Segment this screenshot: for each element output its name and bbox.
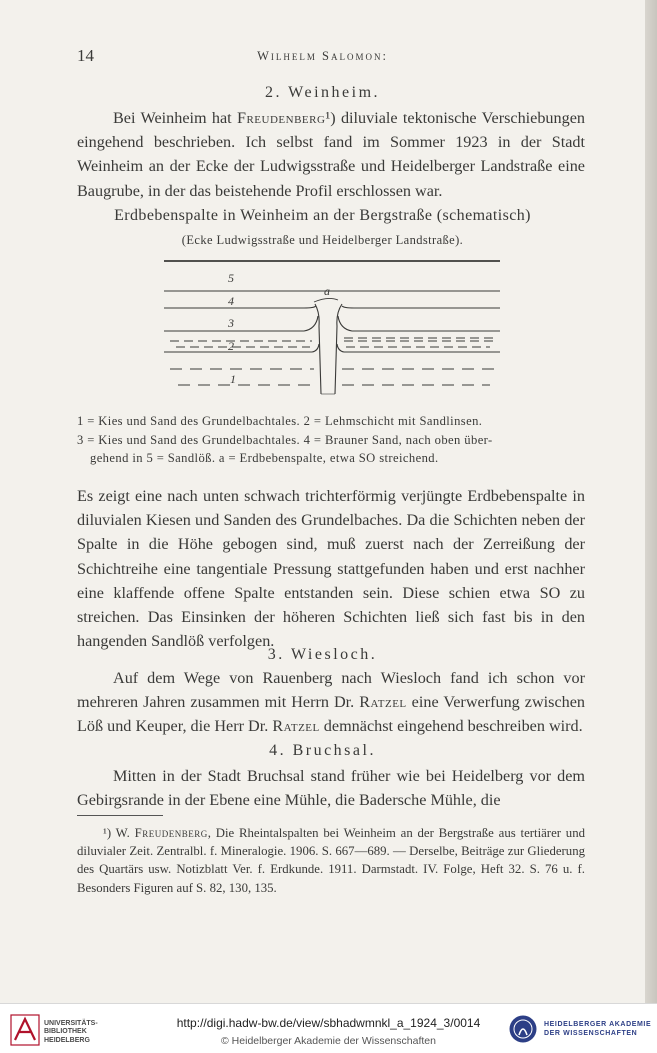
- author-name: Freudenberg: [236, 109, 326, 127]
- author-name: Freudenberg: [134, 826, 208, 840]
- layer-boundary-4-3-left: [164, 306, 316, 308]
- legend-line: gehend in 5 = Sandlöß. a = Erdbebenspalte, etwa SO streichend.: [90, 451, 439, 465]
- fissure-top: [314, 298, 338, 302]
- text-run: Bei Weinheim hat: [113, 109, 237, 127]
- footnote-rule: [77, 815, 163, 816]
- text-run: Auf dem Wege von Rauenberg nach Wiesloch fand ich schon vor mehreren Jahren zusammen mit Herrn Dr.: [77, 669, 585, 712]
- figure-subtitle: (Ecke Ludwigsstraße und Heidelberger Landstraße).: [181, 233, 464, 247]
- geological-profile-diagram: [164, 256, 500, 402]
- footnote: [77, 824, 585, 897]
- fissure-label: a: [324, 284, 330, 298]
- gravel-dashes-layer-1: [170, 369, 496, 385]
- figure-legend: [77, 412, 585, 468]
- layer-boundary-3-2-right: [338, 316, 500, 331]
- author-name: Ratzel: [359, 693, 407, 712]
- legend-line: 3 = Kies und Sand des Grundelbachtales. 4 = Brauner Sand, nach oben über-: [77, 432, 493, 447]
- layer-label-1: 1: [230, 372, 236, 386]
- page-edge: [645, 0, 657, 1003]
- section-heading-weinheim: 2. Weinheim.: [264, 84, 381, 101]
- figure-title: Erdbebenspalte in Weinheim an der Bergstraße (schematisch): [114, 207, 531, 224]
- layer-label-4: 4: [228, 294, 234, 308]
- library-name-line: BIBLIOTHEK: [44, 1028, 87, 1036]
- footnote-marker: ¹) W.: [103, 826, 135, 840]
- author-name: Ratzel: [272, 717, 320, 736]
- library-name-line: HEIDELBERG: [44, 1036, 90, 1044]
- text-run: ¹) diluviale tektonische Verschiebungen eingehend beschrieben. Ich selbst fand im Sommer 1923 in der Stadt Weinheim an der Ecke der Ludwigsstraße und Heidelberger Landstraße eine Baugrube, in der das beistehende Profil erschlossen war.: [77, 109, 585, 200]
- sand-lenses-layer-2: [170, 338, 494, 347]
- layer-boundary-2-1-right: [337, 344, 500, 352]
- layer-boundary-4-3-right: [342, 306, 500, 308]
- section-heading-wiesloch: 3. Wiesloch.: [267, 646, 378, 663]
- layer-boundary-3-2-left: [164, 316, 318, 331]
- paragraph-bruchsal: Mitten in der Stadt Bruchsal stand früher wie bei Heidelberg vor dem Gebirgsrande in der Ebene eine Mühle, die Badersche Mühle, die: [77, 767, 585, 810]
- academy-logo-icon: [508, 1014, 538, 1044]
- permalink-url[interactable]: http://digi.hadw-bw.de/view/sbhadwmnkl_a_1924_3/0014: [176, 1016, 481, 1030]
- layer-label-2: 2: [228, 339, 234, 353]
- library-name-line: UNIVERSITÄTS-: [44, 1020, 98, 1027]
- text-run: eine Verwerfung zwischen Löß und Keuper, die Herr Dr.: [77, 693, 586, 736]
- running-head: Wilhelm Salomon:: [257, 49, 388, 63]
- paragraph-figure-discussion: Es zeigt eine nach unten schwach trichterförmig verjüngte Erdbebenspalte in diluvialen Kiesen und Sanden des Grundelbaches. Da die Schichten neben der Spalte in die Höhe gebogen sind, muß zuerst nach der Zerreißung der Schichtreihe eine tangentiale Pressung stattgefunden haben und erst nachher eine klaffende offene Spalte entstanden sein. Diese schien etwa SO zu streichen. Das Einsinken der höheren Schichten ließ sich fast bis in den hangenden Sandlöß verfolgen.: [77, 487, 585, 651]
- layer-label-5: 5: [228, 271, 234, 285]
- layer-label-3: 3: [228, 316, 234, 330]
- paragraph-wiesloch: [77, 666, 585, 739]
- academy-name-line: DER WISSENSCHAFTEN: [544, 1030, 638, 1037]
- footnote-text: , Die Rheintalspalten bei Weinheim an der Bergstraße aus tertiärer und diluvialer Zeit. Zentralbl. f. Mineralogie. 1906. S. 667—689. — Derselbe, Beiträge zur Gliederung des Quartärs usw. Notizblatt Ver. f. Erdkunde. 1911. Darmstadt. IV. Folge, Heft 32. S. 76 u. f. Besonders Figuren auf S. 82, 130, 135.: [77, 826, 586, 895]
- copyright-notice: © Heidelberger Akademie der Wissenschaften: [221, 1035, 436, 1047]
- academy-name-line: HEIDELBERGER AKADEMIE: [544, 1021, 652, 1028]
- page-number: 14: [77, 46, 94, 65]
- legend-line: 1 = Kies und Sand des Grundelbachtales. 2 = Lehmschicht mit Sandlinsen.: [77, 414, 483, 428]
- text-run: demnächst eingehend beschreiben wird.: [319, 717, 583, 736]
- section-heading-bruchsal: 4. Bruchsal.: [269, 742, 376, 759]
- viewer-footer: [0, 1003, 657, 1053]
- paragraph-weinheim: [77, 106, 585, 203]
- academy-name: [544, 1020, 651, 1038]
- layer-boundary-2-1-left: [164, 344, 319, 352]
